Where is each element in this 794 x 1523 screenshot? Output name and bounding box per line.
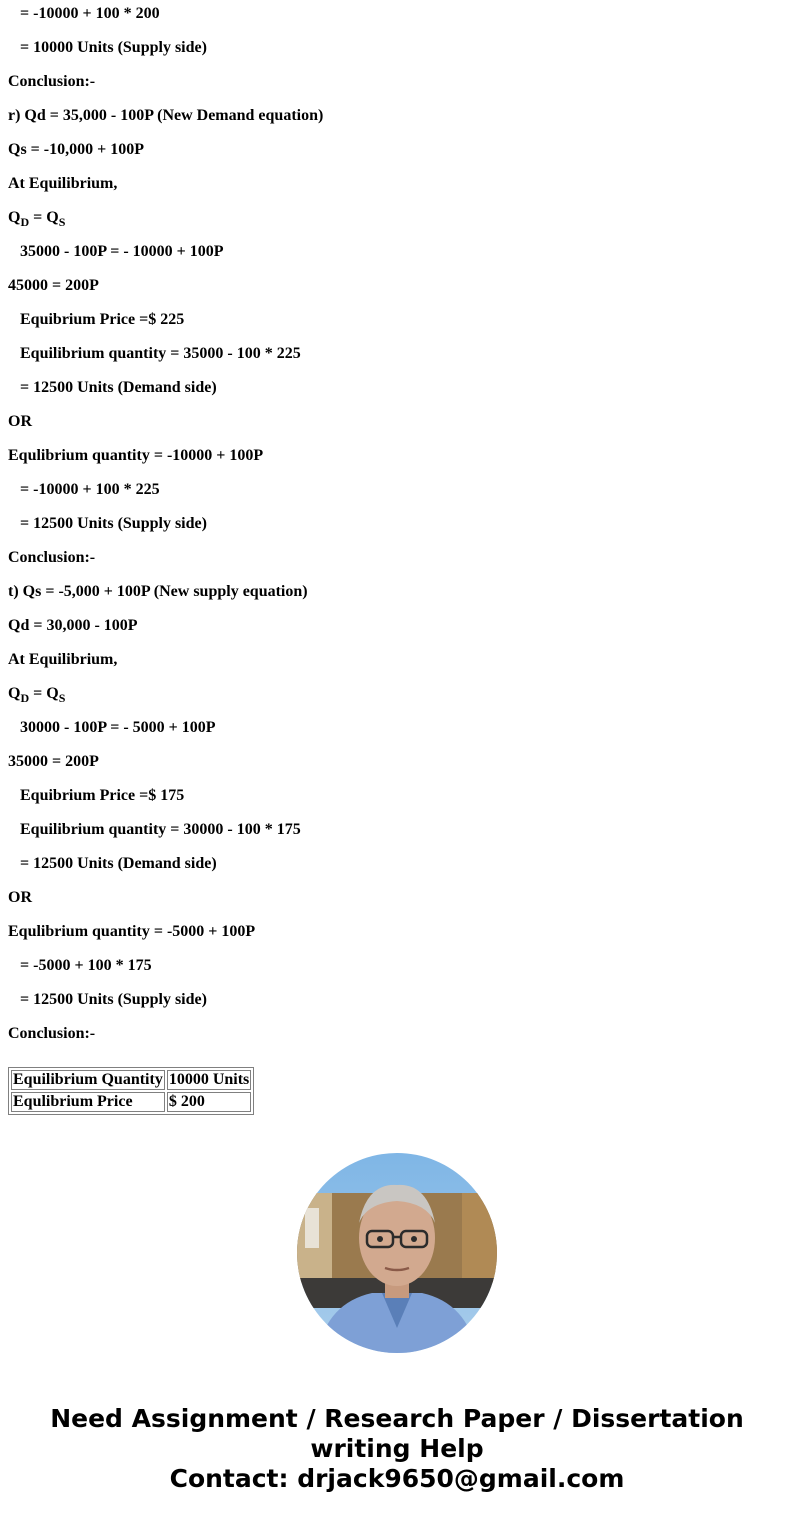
text-line: Qd = 30,000 - 100P — [8, 617, 138, 634]
text-line: Equilibrium quantity = 35000 - 100 * 225 — [20, 345, 301, 362]
equation-part: Q — [8, 685, 21, 702]
text-line: = -5000 + 100 * 175 — [20, 957, 152, 974]
text-line: t) Qs = -5,000 + 100P (New supply equation) — [8, 583, 308, 600]
text-line: Qs = -10,000 + 100P — [8, 141, 145, 158]
text-line: Equilibrium quantity = 30000 - 100 * 175 — [20, 821, 301, 838]
text-line — [8, 684, 65, 704]
text-line: Conclusion:- — [8, 549, 96, 566]
text-line: 30000 - 100P = - 5000 + 100P — [20, 719, 216, 736]
text-line: = -10000 + 100 * 200 — [20, 5, 160, 22]
promo-line: Need Assignment / Research Paper / Dissertation — [50, 1404, 744, 1433]
table-cell: Equilibrium Quantity — [13, 1071, 163, 1088]
text-line: Conclusion:- — [8, 1025, 96, 1042]
equation-part: = Q — [29, 209, 59, 226]
text-line: = 12500 Units (Supply side) — [20, 991, 207, 1008]
text-line: Equlibrium quantity = -5000 + 100P — [8, 923, 256, 940]
text-line: Equlibrium quantity = -10000 + 100P — [8, 447, 264, 464]
equation-part: Q — [8, 209, 21, 226]
text-line: 45000 = 200P — [8, 277, 99, 294]
author-photo — [297, 1153, 497, 1353]
text-line: 35000 - 100P = - 10000 + 100P — [20, 243, 224, 260]
text-line: = 10000 Units (Supply side) — [20, 39, 207, 56]
text-line: = 12500 Units (Demand side) — [20, 855, 217, 872]
promo-line: writing Help — [310, 1434, 484, 1463]
text-line: = -10000 + 100 * 225 — [20, 481, 160, 498]
text-line: Equibrium Price =$ 175 — [20, 787, 185, 804]
table-cell: 10000 Units — [168, 1071, 250, 1088]
table-row — [11, 1092, 251, 1112]
text-line: OR — [8, 413, 32, 430]
conclusion-table — [8, 1067, 254, 1115]
text-line: Equibrium Price =$ 225 — [20, 311, 185, 328]
text-line: At Equilibrium, — [8, 651, 118, 668]
table-row — [11, 1070, 251, 1090]
author-portrait-image — [297, 1153, 497, 1353]
subscript: D — [20, 691, 30, 705]
table-cell: Equlibrium Price — [11, 1092, 165, 1112]
equation-part: = Q — [29, 685, 59, 702]
subscript: S — [58, 215, 66, 229]
text-line: = 12500 Units (Supply side) — [20, 515, 207, 532]
promo-banner — [0, 1404, 794, 1494]
text-line: 35000 = 200P — [8, 753, 99, 770]
text-line: Conclusion:- — [8, 73, 96, 90]
table-cell: $ 200 — [167, 1092, 251, 1112]
text-line: = 12500 Units (Demand side) — [20, 379, 217, 396]
subscript: D — [20, 215, 30, 229]
text-line — [8, 208, 65, 228]
subscript: S — [58, 691, 66, 705]
text-line: OR — [8, 889, 32, 906]
text-line: At Equilibrium, — [8, 175, 118, 192]
text-line: r) Qd = 35,000 - 100P (New Demand equation) — [8, 107, 324, 124]
promo-contact: Contact: drjack9650@gmail.com — [169, 1464, 625, 1493]
